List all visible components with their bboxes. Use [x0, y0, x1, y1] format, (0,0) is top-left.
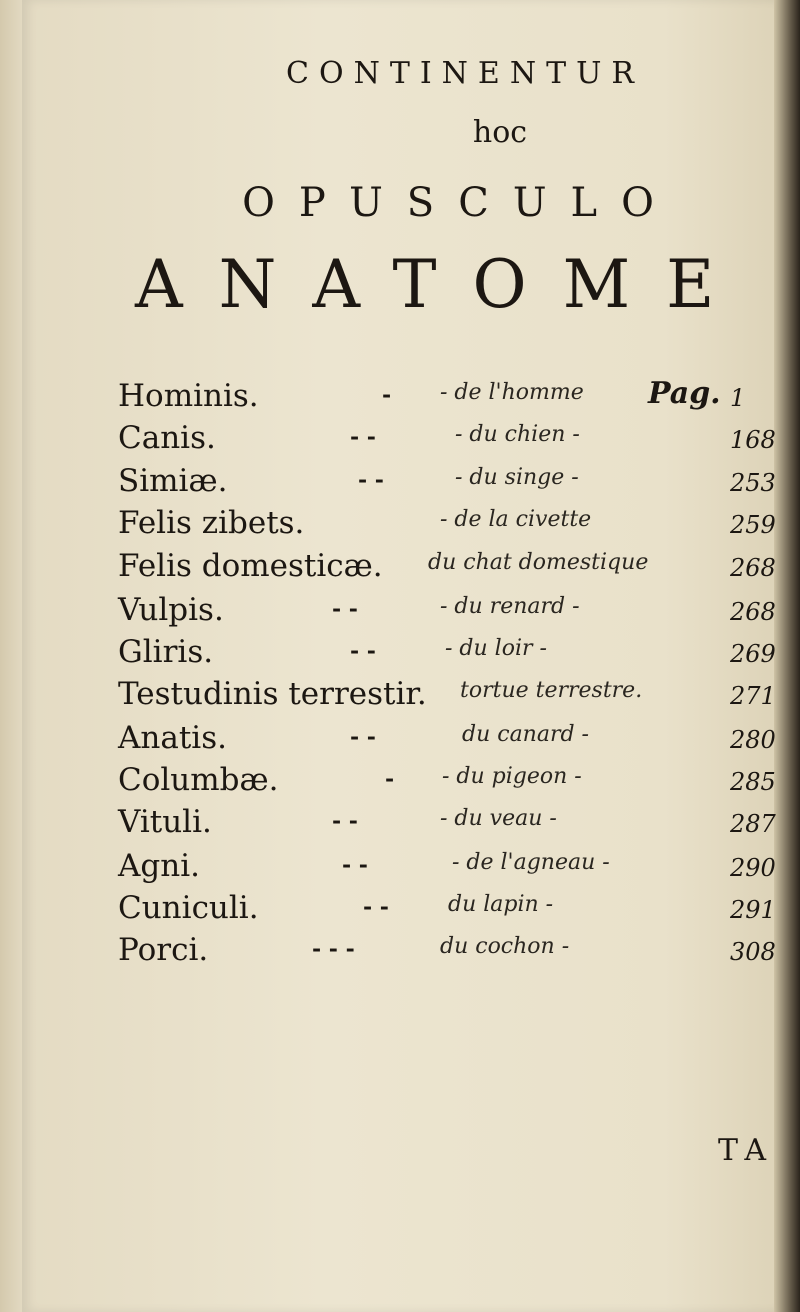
handwritten-french: - du loir -	[445, 636, 547, 661]
leader-dashes: - -	[350, 724, 376, 750]
latin-entry: Cuniculi.	[118, 890, 259, 926]
title-line-anatome: ANATOME	[135, 246, 751, 323]
contents-row	[0, 634, 776, 678]
handwritten-french: - du chien -	[455, 422, 580, 447]
latin-entry: Porci.	[118, 932, 209, 968]
page-number: 269	[730, 640, 776, 668]
handwritten-french: du chat domestique	[428, 550, 649, 575]
page-number: 287	[730, 810, 776, 838]
handwritten-french: - du pigeon -	[442, 764, 582, 789]
leader-dashes: - -	[342, 852, 368, 878]
latin-entry: Simiæ.	[118, 463, 228, 499]
latin-entry: Testudinis terrestir.	[118, 676, 427, 712]
leader-dashes: - -	[363, 894, 389, 920]
latin-entry: Columbæ.	[118, 762, 279, 798]
page-number: 253	[730, 469, 776, 497]
handwritten-french: - du singe -	[455, 465, 579, 490]
handwritten-french: - de la civette	[440, 507, 592, 532]
leader-dashes: - -	[332, 808, 358, 834]
page-number: 291	[730, 896, 776, 924]
handwritten-french: du lapin -	[448, 892, 554, 917]
leader-dashes: - - -	[312, 936, 355, 962]
latin-entry: Felis zibets.	[118, 505, 305, 541]
contents-row	[0, 420, 776, 464]
page-number: 280	[730, 726, 776, 754]
contents-row	[0, 848, 776, 892]
handwritten-french: du canard -	[462, 722, 589, 747]
page-number: 290	[730, 854, 776, 882]
handwritten-french: - du veau -	[440, 806, 557, 831]
contents-row	[0, 676, 776, 720]
leader-dashes: - -	[332, 596, 358, 622]
latin-entry: Anatis.	[118, 720, 227, 756]
page-number: 308	[730, 938, 776, 966]
handwritten-french: - de l'homme	[440, 380, 584, 405]
leader-dashes: -	[382, 382, 392, 408]
contents-row	[0, 378, 760, 422]
page-number: 168	[730, 426, 776, 454]
contents-row	[0, 762, 776, 806]
handwritten-french: du cochon -	[440, 934, 570, 959]
contents-row	[0, 932, 776, 976]
leader-dashes: - -	[350, 638, 376, 664]
latin-entry: Agni.	[118, 848, 200, 884]
leader-dashes: -	[385, 766, 395, 792]
page-label: Pag.	[648, 376, 721, 411]
contents-row	[0, 804, 776, 848]
latin-entry: Gliris.	[118, 634, 214, 670]
page-number: 268	[730, 598, 776, 626]
latin-entry: Canis.	[118, 420, 216, 456]
contents-row	[0, 548, 776, 592]
page-number: 285	[730, 768, 776, 796]
title-line-opusculo: OPUSCULO	[242, 180, 678, 226]
title-line-hoc: hoc	[472, 115, 528, 150]
latin-entry: Vituli.	[118, 804, 212, 840]
catchword: TA	[718, 1133, 775, 1168]
page-number: 268	[730, 554, 776, 582]
page-number: 271	[730, 682, 776, 710]
handwritten-french: tortue terrestre.	[460, 678, 643, 703]
title-line-continentur: CONTINENTUR	[286, 56, 644, 91]
page-number: 1	[730, 384, 746, 412]
latin-entry: Felis domesticæ.	[118, 548, 383, 584]
leader-dashes: - -	[358, 467, 384, 493]
page-number: 259	[730, 511, 776, 539]
contents-row	[0, 890, 776, 934]
contents-row	[0, 592, 776, 636]
contents-row	[0, 720, 776, 764]
handwritten-french: - du renard -	[440, 594, 580, 619]
contents-row	[0, 463, 776, 507]
page-edge-shadow	[774, 0, 800, 1312]
leader-dashes: - -	[350, 424, 376, 450]
latin-entry: Hominis.	[118, 378, 259, 414]
handwritten-french: - de l'agneau -	[452, 850, 610, 875]
latin-entry: Vulpis.	[118, 592, 224, 628]
contents-row	[0, 505, 776, 549]
